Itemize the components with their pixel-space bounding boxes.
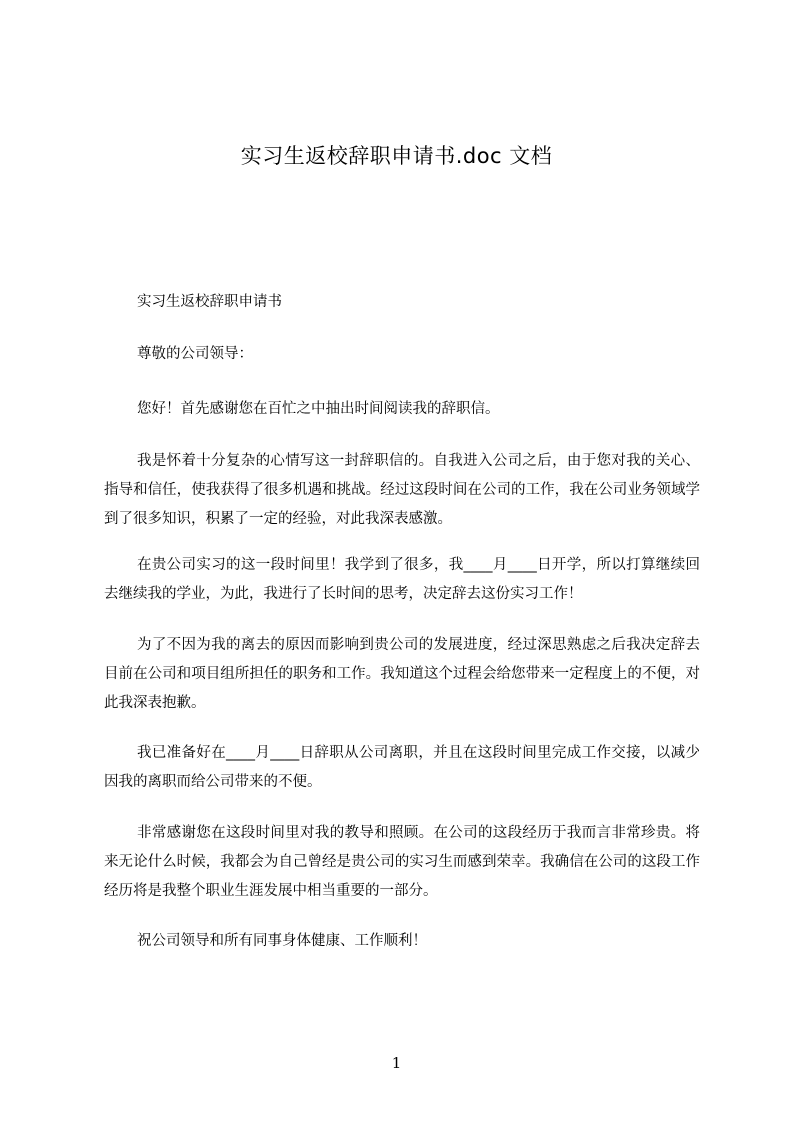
page-number: 1 — [391, 1054, 402, 1072]
body-paragraph-2: 在贵公司实习的这一段时间里！我学到了很多，我____月____日开学，所以打算继续回去继续我的学业，为此，我进行了长时间的思考，决定辞去这份实习工作！ — [104, 557, 700, 602]
body-paragraph-1: 我是怀着十分复杂的心情写这一封辞职信的。自我进入公司之后，由于您对我的关心、指导和信任，使我获得了很多机遇和挑战。经过这段时间在公司的工作，我在公司业务领域学到了很多知识，积累了一定的经验，对此我深表感激。 — [104, 453, 700, 527]
body-paragraph-5: 非常感谢您在这段时间里对我的教导和照顾。在公司的这段经历于我而言非常珍贵。将来无论什么时候，我都会为自己曾经是贵公司的实习生而感到荣幸。我确信在公司的这段工作经历将是我整个职业生涯发展中相当重要的一部分。 — [104, 825, 700, 899]
closing-line: 祝公司领导和所有同事身体健康、工作顺利！ — [137, 933, 427, 949]
salutation: 尊敬的公司领导： — [137, 346, 253, 362]
document-title: 实习生返校辞职申请书.doc 文档 — [240, 144, 553, 168]
greeting-line: 您好！首先感谢您在百忙之中抽出时间阅读我的辞职信。 — [137, 401, 500, 417]
body-paragraph-3: 为了不因为我的离去的原因而影响到贵公司的发展进度，经过深思熟虑之后我决定辞去目前在公司和项目组所担任的职务和工作。我知道这个过程会给您带来一定程度上的不便，对此我深表抱歉。 — [104, 637, 700, 711]
body-paragraph-4: 我已准备好在____月____日辞职从公司离职，并且在这段时间里完成工作交接，以减少因我的离职而给公司带来的不便。 — [104, 745, 700, 790]
letter-heading: 实习生返校辞职申请书 — [137, 294, 282, 310]
